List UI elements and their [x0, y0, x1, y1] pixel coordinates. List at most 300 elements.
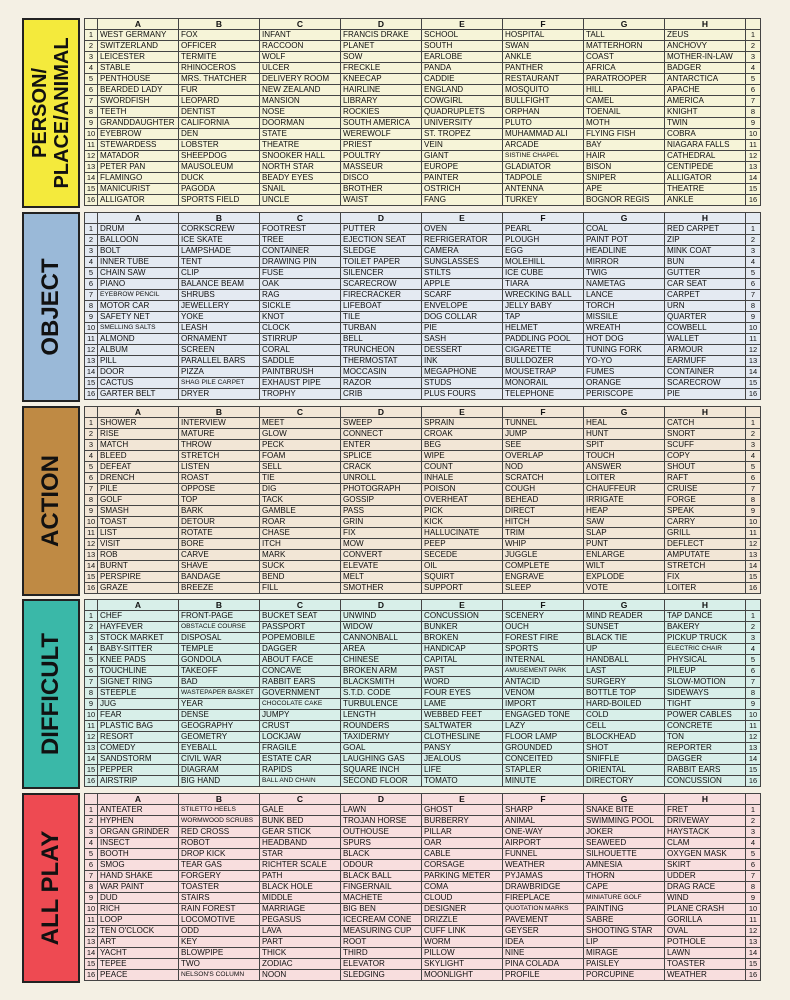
- column-header-row: [85, 19, 761, 30]
- word-cell: FILL: [260, 583, 341, 594]
- row-number: 9: [746, 312, 761, 323]
- row-number: 10: [746, 517, 761, 528]
- row-number: 15: [85, 184, 98, 195]
- header-blank: [85, 600, 98, 611]
- row-number: 9: [85, 893, 98, 904]
- word-cell: UP: [584, 644, 665, 655]
- word-cell: HARD-BOILED: [584, 699, 665, 710]
- row-number: 4: [746, 257, 761, 268]
- word-cell: LOCKJAW: [260, 732, 341, 743]
- column-header: G: [584, 407, 665, 418]
- row-number: 14: [85, 754, 98, 765]
- word-cell: DUCK: [179, 173, 260, 184]
- word-cell: SCARF: [422, 290, 503, 301]
- word-cell: MIND READER: [584, 611, 665, 622]
- word-cell: ANTACID: [503, 677, 584, 688]
- word-cell: PUTTER: [341, 224, 422, 235]
- column-header: H: [665, 794, 746, 805]
- word-table-object: [84, 212, 761, 400]
- word-cell: FANG: [422, 195, 503, 206]
- word-cell: PICK: [422, 506, 503, 517]
- word-cell: GHOST: [422, 805, 503, 816]
- word-cell: MOCCASIN: [341, 367, 422, 378]
- word-cell: WAIST: [341, 195, 422, 206]
- word-cell: ROAR: [260, 517, 341, 528]
- word-cell: TROPHY: [260, 389, 341, 400]
- row-number: 3: [85, 633, 98, 644]
- word-cell: PORCUPINE: [584, 970, 665, 981]
- word-cell: YEAR: [179, 699, 260, 710]
- word-cell: PRIEST: [341, 140, 422, 151]
- category-label-line: ACTION: [37, 455, 64, 547]
- word-cell: NIAGARA FALLS: [665, 140, 746, 151]
- word-cell: TEN O'CLOCK: [98, 926, 179, 937]
- word-cell: BAD: [179, 677, 260, 688]
- row-number: 14: [746, 754, 761, 765]
- word-cell: HAND SHAKE: [98, 871, 179, 882]
- word-cell: BIG BEN: [341, 904, 422, 915]
- word-cell: ESTATE CAR: [260, 754, 341, 765]
- word-cell: VISIT: [98, 539, 179, 550]
- word-cell: RICH: [98, 904, 179, 915]
- row-number: 14: [85, 173, 98, 184]
- word-cell: VEIN: [422, 140, 503, 151]
- word-cell: STRETCH: [665, 561, 746, 572]
- row-number: 16: [746, 776, 761, 787]
- row-number: 13: [746, 937, 761, 948]
- word-cell: QUOTATION MARKS: [503, 904, 584, 915]
- word-cell: JUG: [98, 699, 179, 710]
- word-cell: OIL: [422, 561, 503, 572]
- row-number: 4: [746, 63, 761, 74]
- word-cell: MIRROR: [584, 257, 665, 268]
- word-cell: LAST: [584, 666, 665, 677]
- word-cell: BUNK BED: [260, 816, 341, 827]
- word-cell: POULTRY: [341, 151, 422, 162]
- table-row: [85, 882, 761, 893]
- category-label-line: ALL PLAY: [37, 830, 64, 946]
- word-cell: GLOW: [260, 429, 341, 440]
- word-cell: BLACK TIE: [584, 633, 665, 644]
- word-cell: SIGNET RING: [98, 677, 179, 688]
- word-cell: UNCLE: [260, 195, 341, 206]
- word-cell: THORN: [584, 871, 665, 882]
- word-cell: DOG COLLAR: [422, 312, 503, 323]
- word-cell: HAYFEVER: [98, 622, 179, 633]
- word-cell: CALIFORNIA: [179, 118, 260, 129]
- word-cell: MIRAGE: [584, 948, 665, 959]
- row-number: 5: [746, 849, 761, 860]
- word-cell: FLOOR LAMP: [503, 732, 584, 743]
- table-row: [85, 699, 761, 710]
- word-cell: FRAGILE: [260, 743, 341, 754]
- word-cell: PEARL: [503, 224, 584, 235]
- word-cell: OPPOSE: [179, 484, 260, 495]
- table-row: [85, 162, 761, 173]
- word-cell: HANDBALL: [584, 655, 665, 666]
- row-number: 7: [746, 871, 761, 882]
- word-cell: TEPEE: [98, 959, 179, 970]
- word-cell: DEN: [179, 129, 260, 140]
- word-cell: INK: [422, 356, 503, 367]
- row-number: 15: [746, 378, 761, 389]
- row-number: 9: [746, 893, 761, 904]
- word-cell: GLADIATOR: [503, 162, 584, 173]
- word-cell: RED CARPET: [665, 224, 746, 235]
- row-number: 11: [746, 528, 761, 539]
- word-cell: SABRE: [584, 915, 665, 926]
- word-cell: CENTIPEDE: [665, 162, 746, 173]
- row-number: 9: [746, 118, 761, 129]
- word-cell: WORMWOOD SCRUBS: [179, 816, 260, 827]
- word-cell: PANTHER: [503, 63, 584, 74]
- word-cell: INNER TUBE: [98, 257, 179, 268]
- word-cell: LEOPARD: [179, 96, 260, 107]
- column-header: E: [422, 407, 503, 418]
- word-cell: TELEPHONE: [503, 389, 584, 400]
- word-cell: REFRIGERATOR: [422, 235, 503, 246]
- word-cell: STUDS: [422, 378, 503, 389]
- word-cell: LAME: [422, 699, 503, 710]
- word-cell: APPLE: [422, 279, 503, 290]
- word-cell: CARRY: [665, 517, 746, 528]
- category-band-difficult: [22, 599, 80, 789]
- word-cell: CONCUSSION: [422, 611, 503, 622]
- category-label-line: PLACE/ANIMAL: [51, 37, 73, 189]
- word-cell: GOLF: [98, 495, 179, 506]
- word-cell: WIDOW: [341, 622, 422, 633]
- column-header: B: [179, 407, 260, 418]
- word-cell: BAY: [584, 140, 665, 151]
- word-cell: GAMBLE: [260, 506, 341, 517]
- table-row: [85, 539, 761, 550]
- word-cell: RABBIT EARS: [260, 677, 341, 688]
- word-cell: BREEZE: [179, 583, 260, 594]
- word-cell: FORGERY: [179, 871, 260, 882]
- row-number: 7: [85, 96, 98, 107]
- word-cell: MOTHER-IN-LAW: [665, 52, 746, 63]
- word-cell: STAR: [260, 849, 341, 860]
- row-number: 9: [85, 118, 98, 129]
- row-number: 13: [746, 356, 761, 367]
- word-cell: SECOND FLOOR: [341, 776, 422, 787]
- word-cell: PAISLEY: [584, 959, 665, 970]
- row-number: 6: [746, 279, 761, 290]
- word-cell: MASSEUR: [341, 162, 422, 173]
- row-number: 16: [85, 970, 98, 981]
- word-cell: TENT: [179, 257, 260, 268]
- row-number: 14: [746, 173, 761, 184]
- row-number: 2: [85, 429, 98, 440]
- word-cell: MRS. THATCHER: [179, 74, 260, 85]
- word-cell: CONNECT: [341, 429, 422, 440]
- word-cell: CAMEL: [584, 96, 665, 107]
- word-cell: FLAMINGO: [98, 173, 179, 184]
- word-cell: TURBAN: [341, 323, 422, 334]
- table-row: [85, 495, 761, 506]
- table-row: [85, 429, 761, 440]
- word-table-action: [84, 406, 761, 594]
- row-number: 14: [746, 367, 761, 378]
- row-number: 16: [85, 195, 98, 206]
- word-cell: BOTTLE TOP: [584, 688, 665, 699]
- word-cell: AREA: [341, 644, 422, 655]
- word-cell: CAMERA: [422, 246, 503, 257]
- word-cell: PAINTING: [584, 904, 665, 915]
- row-number: 6: [746, 860, 761, 871]
- word-cell: HELMET: [503, 323, 584, 334]
- word-cell: SPEAK: [665, 506, 746, 517]
- word-cell: STATE: [260, 129, 341, 140]
- word-cell: LOOP: [98, 915, 179, 926]
- word-cell: JELLY BABY: [503, 301, 584, 312]
- table-row: [85, 926, 761, 937]
- word-cell: BALL AND CHAIN: [260, 776, 341, 787]
- word-cell: PETER PAN: [98, 162, 179, 173]
- row-number: 10: [746, 904, 761, 915]
- word-cell: TREE: [260, 235, 341, 246]
- column-header: D: [341, 794, 422, 805]
- row-number: 16: [85, 776, 98, 787]
- word-cell: CONCAVE: [260, 666, 341, 677]
- word-cell: UNWIND: [341, 611, 422, 622]
- word-cell: CIVIL WAR: [179, 754, 260, 765]
- word-cell: KICK: [422, 517, 503, 528]
- header-blank: [746, 19, 761, 30]
- word-cell: YOKE: [179, 312, 260, 323]
- table-row: [85, 904, 761, 915]
- row-number: 4: [746, 451, 761, 462]
- table-row: [85, 484, 761, 495]
- table-row: [85, 96, 761, 107]
- word-cell: COUNT: [422, 462, 503, 473]
- word-cell: ROOT: [341, 937, 422, 948]
- word-cell: VOTE: [584, 583, 665, 594]
- table-row: [85, 235, 761, 246]
- table-row: [85, 378, 761, 389]
- word-cell: SHARP: [503, 805, 584, 816]
- column-header: A: [98, 213, 179, 224]
- word-cell: BLACKSMITH: [341, 677, 422, 688]
- row-number: 4: [746, 838, 761, 849]
- word-cell: ENLARGE: [584, 550, 665, 561]
- row-number: 3: [85, 440, 98, 451]
- row-number: 15: [746, 184, 761, 195]
- row-number: 16: [746, 195, 761, 206]
- word-cell: COMA: [422, 882, 503, 893]
- row-number: 8: [85, 495, 98, 506]
- word-cell: RAZOR: [341, 378, 422, 389]
- row-number: 16: [746, 970, 761, 981]
- word-cell: CONCRETE: [665, 721, 746, 732]
- row-number: 13: [85, 356, 98, 367]
- word-cell: DRAWING PIN: [260, 257, 341, 268]
- word-cell: MOW: [341, 539, 422, 550]
- word-cell: TOAST: [98, 517, 179, 528]
- word-cell: SAFETY NET: [98, 312, 179, 323]
- word-cell: LAMPSHADE: [179, 246, 260, 257]
- word-cell: HOT DOG: [584, 334, 665, 345]
- row-number: 14: [85, 948, 98, 959]
- table-row: [85, 389, 761, 400]
- word-cell: CHEF: [98, 611, 179, 622]
- row-number: 1: [746, 30, 761, 41]
- row-number: 1: [85, 611, 98, 622]
- word-cell: SECEDE: [422, 550, 503, 561]
- word-cell: TRIM: [503, 528, 584, 539]
- word-cell: WALLET: [665, 334, 746, 345]
- word-cell: TOASTER: [179, 882, 260, 893]
- word-cell: SELL: [260, 462, 341, 473]
- word-cell: PAST: [422, 666, 503, 677]
- word-cell: TOENAIL: [584, 107, 665, 118]
- word-cell: PERSPIRE: [98, 572, 179, 583]
- row-number: 1: [746, 805, 761, 816]
- word-cell: LIFE: [422, 765, 503, 776]
- word-cell: BLACK BALL: [341, 871, 422, 882]
- table-row: [85, 418, 761, 429]
- word-cell: QUADRUPLETS: [422, 107, 503, 118]
- word-cell: SILENCER: [341, 268, 422, 279]
- word-cell: RESTAURANT: [503, 74, 584, 85]
- table-row: [85, 85, 761, 96]
- word-cell: PAGODA: [179, 184, 260, 195]
- row-number: 7: [746, 484, 761, 495]
- word-cell: DETOUR: [179, 517, 260, 528]
- word-cell: ORANGE: [584, 378, 665, 389]
- word-cell: EYEBROW PENCIL: [98, 290, 179, 301]
- row-number: 16: [85, 583, 98, 594]
- row-number: 11: [85, 528, 98, 539]
- word-cell: INTERNAL: [503, 655, 584, 666]
- word-cell: PILEUP: [665, 666, 746, 677]
- word-cell: YACHT: [98, 948, 179, 959]
- word-cell: LOBSTER: [179, 140, 260, 151]
- word-cell: CONCUSSION: [665, 776, 746, 787]
- word-cell: CAR SEAT: [665, 279, 746, 290]
- category-label: [39, 455, 63, 547]
- word-cell: SHOT: [584, 743, 665, 754]
- word-cell: LAWN: [341, 805, 422, 816]
- word-cell: COWBELL: [665, 323, 746, 334]
- word-cell: NOON: [260, 970, 341, 981]
- word-cell: SASH: [422, 334, 503, 345]
- word-cell: DEFEAT: [98, 462, 179, 473]
- word-cell: PADDLING POOL: [503, 334, 584, 345]
- word-cell: CLOUD: [422, 893, 503, 904]
- word-cell: MINK COAT: [665, 246, 746, 257]
- word-cell: AMUSEMENT PARK: [503, 666, 584, 677]
- column-header: A: [98, 407, 179, 418]
- word-cell: POTHOLE: [665, 937, 746, 948]
- table-row: [85, 871, 761, 882]
- word-cell: SADDLE: [260, 356, 341, 367]
- word-cell: POISON: [422, 484, 503, 495]
- word-cell: ANTENNA: [503, 184, 584, 195]
- word-cell: DIAGRAM: [179, 765, 260, 776]
- category-label: [39, 258, 63, 355]
- word-cell: TACK: [260, 495, 341, 506]
- word-cell: CROAK: [422, 429, 503, 440]
- word-cell: PROFILE: [503, 970, 584, 981]
- word-cell: CIGARETTE: [503, 345, 584, 356]
- word-cell: ULCER: [260, 63, 341, 74]
- word-cell: TOILET PAPER: [341, 257, 422, 268]
- word-cell: GORILLA: [665, 915, 746, 926]
- word-cell: ELEVATOR: [341, 959, 422, 970]
- word-cell: PEGASUS: [260, 915, 341, 926]
- table-row: [85, 107, 761, 118]
- word-cell: BEND: [260, 572, 341, 583]
- word-cell: COAL: [584, 224, 665, 235]
- word-cell: WORD: [422, 677, 503, 688]
- word-cell: GUTTER: [665, 268, 746, 279]
- word-cell: FUMES: [584, 367, 665, 378]
- word-cell: SPRAIN: [422, 418, 503, 429]
- word-cell: ANKLE: [503, 52, 584, 63]
- row-number: 7: [85, 484, 98, 495]
- word-cell: SNAIL: [260, 184, 341, 195]
- word-cell: BAKERY: [665, 622, 746, 633]
- table-row: [85, 611, 761, 622]
- column-header: G: [584, 19, 665, 30]
- word-cell: MATURE: [179, 429, 260, 440]
- word-cell: ENTER: [341, 440, 422, 451]
- table-row: [85, 52, 761, 63]
- word-cell: FOUR EYES: [422, 688, 503, 699]
- word-cell: ELECTRIC CHAIR: [665, 644, 746, 655]
- word-cell: DIG: [260, 484, 341, 495]
- word-cell: PANSY: [422, 743, 503, 754]
- word-cell: SICKLE: [260, 301, 341, 312]
- word-cell: STIRRUP: [260, 334, 341, 345]
- row-number: 7: [85, 677, 98, 688]
- word-cell: ORPHAN: [503, 107, 584, 118]
- column-header: B: [179, 213, 260, 224]
- column-header: F: [503, 213, 584, 224]
- row-number: 7: [746, 677, 761, 688]
- row-number: 15: [746, 959, 761, 970]
- word-cell: STAIRS: [179, 893, 260, 904]
- word-cell: PILLOW: [422, 948, 503, 959]
- category-band-action: [22, 406, 80, 596]
- word-cell: PASS: [341, 506, 422, 517]
- row-number: 2: [85, 41, 98, 52]
- word-cell: CARPET: [665, 290, 746, 301]
- word-cell: SNAKE BITE: [584, 805, 665, 816]
- table-row: [85, 561, 761, 572]
- word-cell: SNORT: [665, 429, 746, 440]
- word-cell: CRACK: [341, 462, 422, 473]
- word-cell: EXHAUST PIPE: [260, 378, 341, 389]
- column-header: B: [179, 19, 260, 30]
- table-row: [85, 462, 761, 473]
- word-cell: SNIFFLE: [584, 754, 665, 765]
- table-row: [85, 688, 761, 699]
- row-number: 13: [85, 937, 98, 948]
- row-number: 10: [746, 710, 761, 721]
- word-cell: RHINOCEROS: [179, 63, 260, 74]
- table-row: [85, 129, 761, 140]
- word-cell: KNIGHT: [665, 107, 746, 118]
- word-cell: MARRIAGE: [260, 904, 341, 915]
- table-row: [85, 948, 761, 959]
- word-cell: ENGRAVE: [503, 572, 584, 583]
- word-cell: AMERICA: [665, 96, 746, 107]
- word-cell: PIZZA: [179, 367, 260, 378]
- word-cell: CACTUS: [98, 378, 179, 389]
- row-number: 1: [85, 224, 98, 235]
